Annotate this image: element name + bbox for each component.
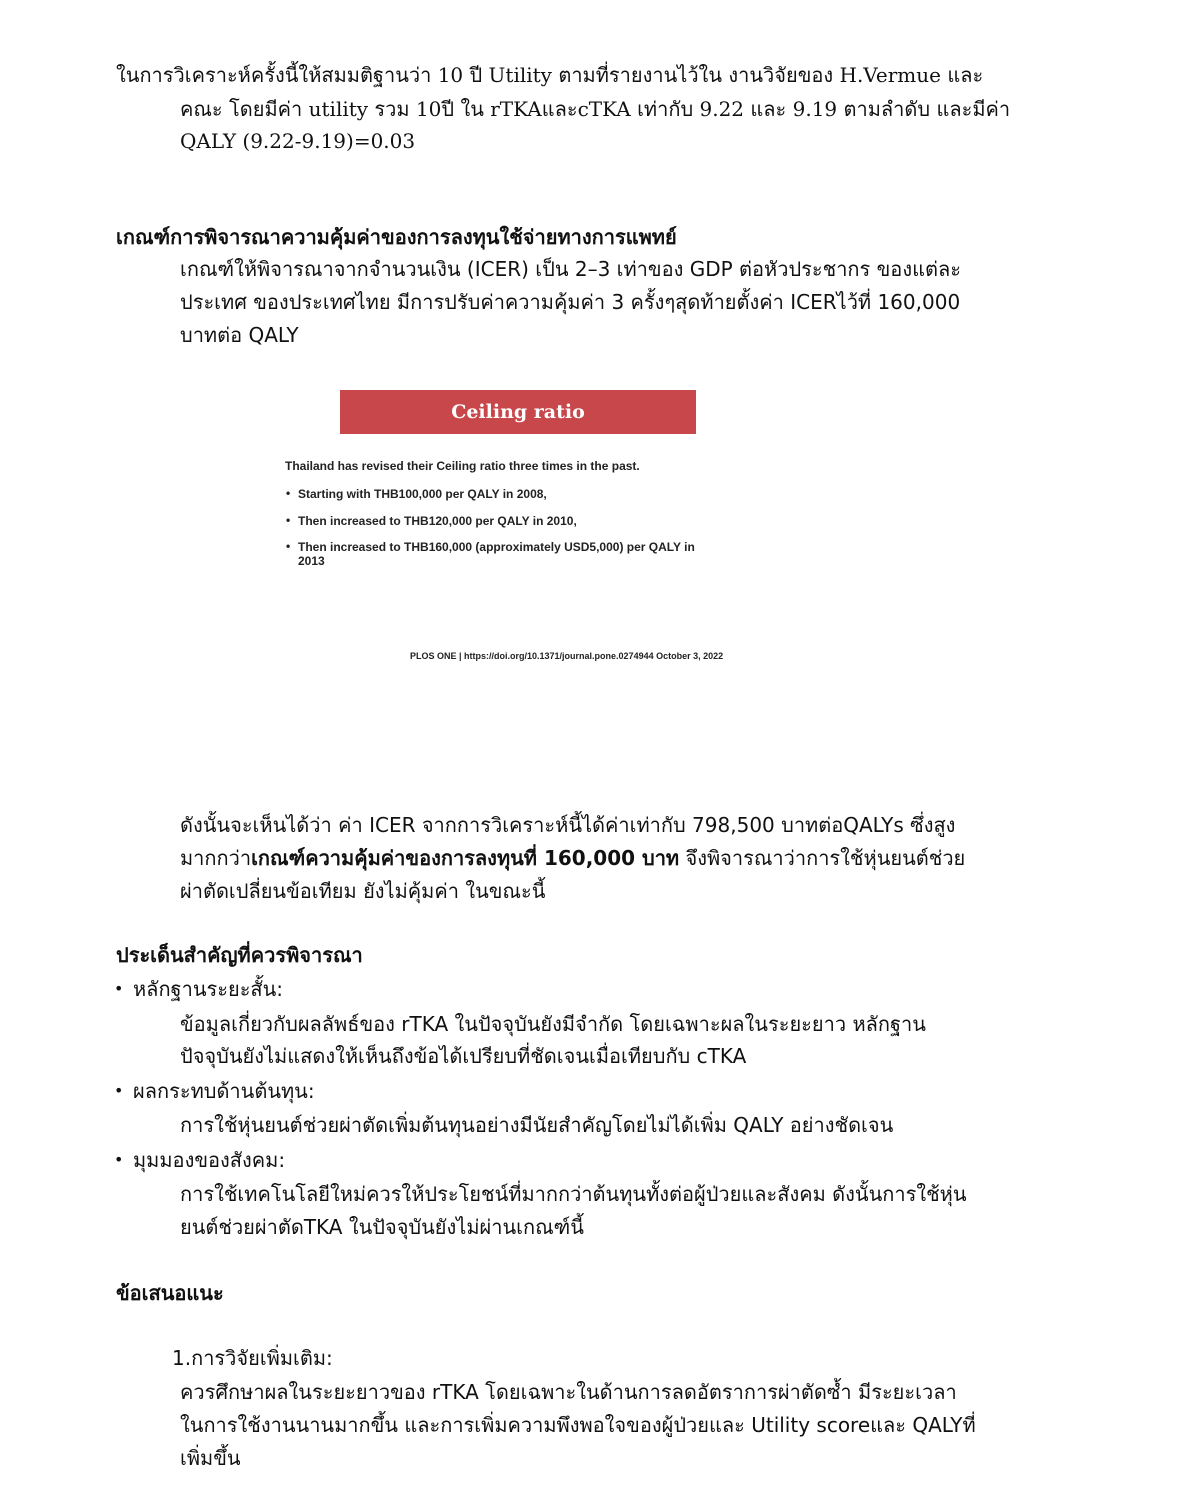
intro-line-3: QALY (9.22-9.19)=0.03 — [180, 129, 416, 153]
issue-1-line-2: ปัจจุบันยังไม่แสดงให้เห็นถึงข้อได้เปรียบที่ชัดเจนเมื่อเทียบกับ cTKA — [180, 1044, 747, 1068]
figure-bullet-icon: • — [286, 539, 291, 553]
conclusion-line-2 — [180, 845, 965, 871]
issue-3-title: มุมมองของสังคม: — [133, 1148, 286, 1172]
conclusion-line-3: ผ่าตัดเปลี่ยนข้อเทียม ยังไม่คุ้มค่า ในขณะนี้ — [180, 879, 546, 903]
criteria-line-3: บาทต่อ QALY — [180, 323, 299, 347]
figure-bullet-3-continued: 2013 — [298, 554, 325, 568]
figure-bullet-icon: • — [286, 486, 291, 500]
recommendations-heading: ข้อเสนอแนะ — [116, 1281, 224, 1305]
criteria-line-2: ประเทศ ของประเทศไทย มีการปรับค่าความคุ้มค่า 3 ครั้งๆสุดท้ายตั้งค่า ICERไว้ที่ 160,000 — [180, 290, 961, 314]
criteria-line-1: เกณฑ์ให้พิจารณาจากจำนวนเงิน (ICER) เป็น 2–3 เท่าของ GDP ต่อหัวประชากร ของแต่ละ — [180, 257, 961, 281]
figure-lead: Thailand has revised their Ceiling ratio three times in the past. — [285, 459, 640, 473]
bullet-icon: • — [114, 1081, 124, 1100]
figure-citation: PLOS ONE | https://doi.org/10.1371/journal.pone.0274944 October 3, 2022 — [410, 651, 724, 661]
figure-bullet-icon: • — [286, 513, 291, 527]
recommendation-1-line-2: ในการใช้งานนานมากขึ้น และการเพิ่มความพึงพอใจของผู้ป่วยและ Utility scoreและ QALYที่ — [180, 1413, 976, 1437]
criteria-heading: เกณฑ์การพิจารณาความคุ้มค่าของการลงทุนใช้จ่ายทางการแพทย์ — [116, 225, 677, 249]
conclusion-line-2-post: จึงพิจารณาว่าการใช้หุ่นยนต์ช่วย — [679, 846, 966, 870]
issue-2-line-1: การใช้หุ่นยนต์ช่วยผ่าตัดเพิ่มต้นทุนอย่างมีนัยสำคัญโดยไม่ได้เพิ่ม QALY อย่างชัดเจน — [180, 1113, 894, 1137]
figure-bullet-3: Then increased to THB160,000 (approximately USD5,000) per QALY in — [298, 540, 695, 554]
intro-line-1: ในการวิเคราะห์ครั้งนี้ให้สมมติฐานว่า 10 ปี Utility ตามที่รายงานไว้ใน งานวิจัยของ H.Vermue และ — [116, 63, 984, 87]
figure-bullet-1: Starting with THB100,000 per QALY in 2008, — [298, 487, 547, 501]
recommendation-1-title: 1.การวิจัยเพิ่มเติม: — [172, 1346, 333, 1370]
conclusion-line-1: ดังนั้นจะเห็นได้ว่า ค่า ICER จากการวิเคราะห์นี้ได้ค่าเท่ากับ 798,500 บาทต่อQALYs ซึ่งสูง — [180, 813, 956, 837]
figure-bullet-2: Then increased to THB120,000 per QALY in 2010, — [298, 514, 577, 528]
issue-3-line-1: การใช้เทคโนโลยีใหม่ควรให้ประโยชน์ที่มากกว่าต้นทุนทั้งต่อผู้ป่วยและสังคม ดังนั้นการใช้หุ่น — [180, 1182, 967, 1206]
issue-1-line-1: ข้อมูลเกี่ยวกับผลลัพธ์ของ rTKA ในปัจจุบันยังมีจำกัด โดยเฉพาะผลในระยะยาว หลักฐาน — [180, 1012, 926, 1036]
issues-heading: ประเด็นสำคัญที่ควรพิจารณา — [116, 943, 363, 967]
recommendation-1-line-1: ควรศึกษาผลในระยะยาวของ rTKA โดยเฉพาะในด้านการลดอัตราการผ่าตัดซ้ำ มีระยะเวลา — [180, 1380, 957, 1404]
recommendation-1-line-3: เพิ่มขึ้น — [180, 1446, 241, 1470]
issue-3-line-2: ยนต์ช่วยผ่าตัดTKA ในปัจจุบันยังไม่ผ่านเกณฑ์นี้ — [180, 1215, 584, 1239]
conclusion-line-2-bold: เกณฑ์ความคุ้มค่าของการลงทุนที่ 160,000 บาท — [251, 846, 680, 870]
issue-1-title: หลักฐานระยะสั้น: — [133, 977, 284, 1001]
bullet-icon: • — [114, 1150, 124, 1169]
figure-banner: Ceiling ratio — [340, 390, 696, 434]
bullet-icon: • — [114, 979, 124, 998]
intro-line-2: คณะ โดยมีค่า utility รวม 10ปี ใน rTKAและcTKA เท่ากับ 9.22 และ 9.19 ตามลำดับ และมีค่า — [180, 97, 1011, 121]
issue-2-title: ผลกระทบด้านต้นทุน: — [133, 1079, 315, 1103]
conclusion-line-2-pre: มากกว่า — [180, 846, 252, 870]
